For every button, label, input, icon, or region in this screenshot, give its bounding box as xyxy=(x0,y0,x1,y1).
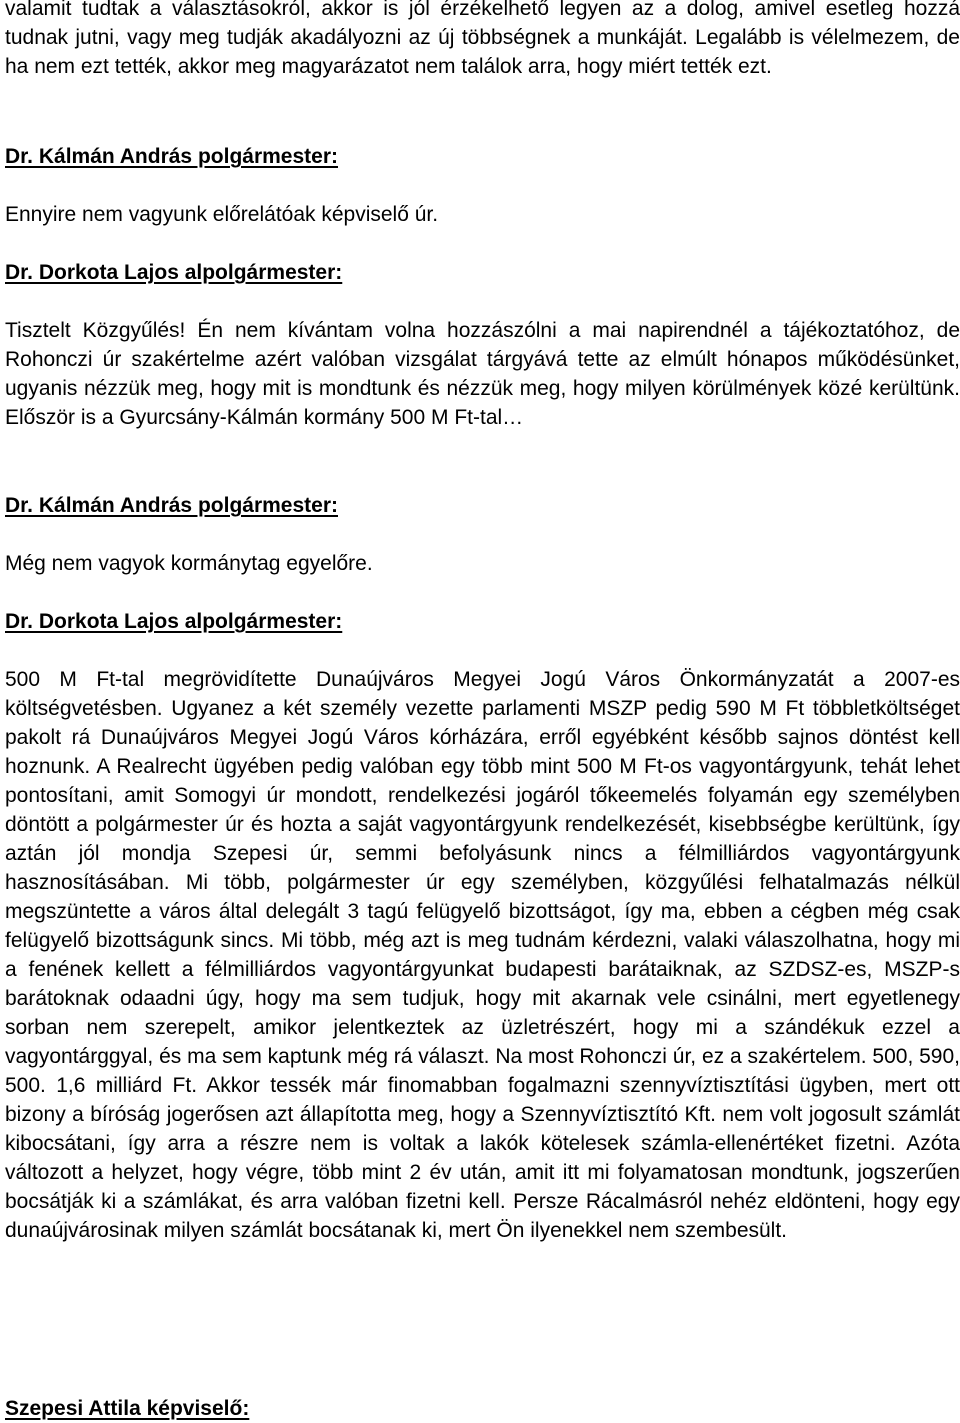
speaker-heading: Dr. Dorkota Lajos alpolgármester: xyxy=(5,261,343,284)
speaker-heading: Dr. Kálmán András polgármester: xyxy=(5,145,338,168)
paragraph: 500 M Ft-tal megrövidítette Dunaújváros Megyei Jogú Város Önkormányzatát a 2007-es költségvetésben. Ugyanez a két személy vezette parlamenti MSZP pedig 590 M Ft többletköltséget pakolt rá Dunaújváros Megyei Jogú Város kórházára, erről egyébként később sajnos döntést kell hoznunk. A Realrecht ügyében pedig valóban egy több mint 500 M Ft-os vagyontárgyunk, tehát lehet pontosítani, amit Somogyi úr mondott, rendelkezési jogáról tőkeemelés folyamán egy személyben döntött a polgármester úr és hozta a saját vagyontárgyunk rendelkezését, kisebbségbe kerültünk, így aztán jól mondja Szepesi úr, semmi befolyásunk nincs a félmilliárdos vagyontárgyunk hasznosításában. Mi több, polgármester úr egy személyben, közgyűlési felhatalmazás nélkül megszüntette a város által delegált 3 tagú felügyelő bizottságot, így ma, ebben a cégben még csak felügyelő bizottságunk sincs. Mi több, még azt is meg tudnám kérdezni, valaki válaszolhatna, hogy mi a fenének kellett a félmilliárdos vagyontárgyunkat budapesti barátaiknak, az SZDSZ-es, MSZP-s barátoknak odaadni úgy, hogy ma sem tudjuk, hogy mit akarnak vele csinálni, mert egyetlenegy sorban nem szerepelt, amikor jelentkeztek az üzletrészért, hogy mi a szándékuk ezzel a vagyontárggyal, és ma sem kaptunk még rá választ. Na most Rohonczi úr, ez a szakértelem. 500, 590, 500. 1,6 milliárd Ft. Akkor tessék már finomabban fogalmazni szennyvíztisztítási ügyben, mert ott bizony a bíróság jogerősen azt állapította meg, hogy a Szennyvíztisztító Kft. nem volt jogosult számlát kibocsátani, így arra a részre nem is voltak a lakók kötelesek számla-ellenértéket fizetni. Azóta változott a helyzet, hogy végre, több mint 2 év után, amit itt mi folyamatosan mondtunk, jogszerűen bocsátják ki a számlákat, és arra valóban fizetni kell. Persze Rácalmásról nehéz eldönteni, hogy egy dunaújvárosinak milyen számlát bocsátanak ki, mert Ön ilyenekkel nem szembesült. xyxy=(5,668,960,1242)
speaker-heading: Dr. Kálmán András polgármester: xyxy=(5,494,338,517)
paragraph: valamit tudtak a választásokról, akkor is jól érzékelhető legyen az a dolog, amivel esetleg hozzá tudnak jutni, vagy meg tudják akadályozni az új többségnek a munkáját. Legalább is vélelmezem, de ha nem ezt tették, akkor meg magyarázatot nem találok arra, hogy miért tették ezt. xyxy=(5,0,960,78)
paragraph: Ennyire nem vagyunk előrelátóak képviselő úr. xyxy=(5,203,439,226)
speaker-heading: Szepesi Attila képviselő: xyxy=(5,1397,250,1420)
paragraph: Még nem vagyok kormánytag egyelőre. xyxy=(5,552,373,575)
paragraph: Tisztelt Közgyűlés! Én nem kívántam volna hozzászólni a mai napirendnél a tájékoztatóhoz, de Rohonczi úr szakértelme azért valóban vizsgálat tárgyává tette az elmúlt hónapos működésünket, ugyanis nézzük meg, hogy mit is mondtunk és nézzük meg, hogy milyen körülmények közé kerültünk. Először is a Gyurcsány-Kálmán kormány 500 M Ft-tal… xyxy=(5,319,960,429)
speaker-heading: Dr. Dorkota Lajos alpolgármester: xyxy=(5,610,343,633)
